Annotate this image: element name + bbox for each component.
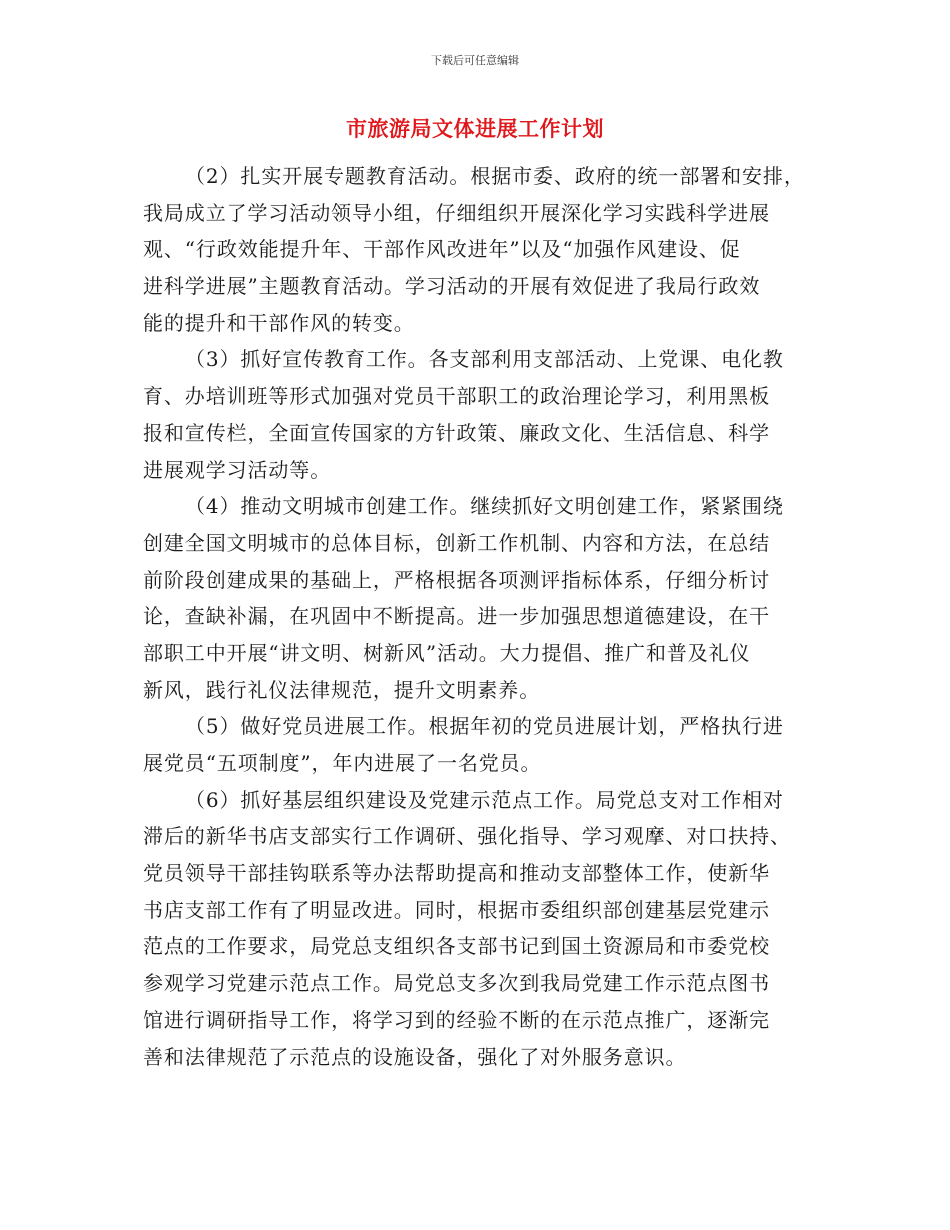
paragraph-line: 进科学进展”主题教育活动。学习活动的开展有效促进了我局行政效: [143, 274, 761, 299]
paragraph-line: 进展观学习活动等。: [143, 457, 332, 482]
paragraph-line: 创建全国文明城市的总体目标，创新工作机制、内容和方法，在总结: [143, 530, 770, 555]
paragraph-2: [143, 158, 843, 341]
paragraph-line: 书店支部工作有了明显改进。同时，根据市委组织部创建基层党建示: [143, 897, 770, 922]
paragraph-line: 前阶段创建成果的基础上，严格根据各项测评指标体系，仔细分析讨: [143, 567, 770, 592]
paragraph-line: 馆进行调研指导工作，将学习到的经验不断的在示范点推广，逐渐完: [143, 1007, 770, 1032]
paragraph-4: [143, 488, 843, 708]
paragraph-line: （6）抓好基层组织建设及党建示范点工作。局党总支对工作相对: [185, 787, 784, 812]
paragraph-line: （2）扎实开展专题教育活动。根据市委、政府的统一部署和安排，: [185, 164, 805, 188]
paragraph-line: （4）推动文明城市创建工作。继续抓好文明创建工作，紧紧围绕: [185, 494, 784, 519]
paragraph-line: 育、办培训班等形式加强对党员干部职工的政治理论学习，利用黑板: [143, 384, 770, 409]
paragraph-line: 报和宣传栏，全面宣传国家的方针政策、廉政文化、生活信息、科学: [143, 420, 770, 445]
paragraph-line: 能的提升和干部作风的转变。: [143, 310, 415, 335]
document-body: [143, 158, 843, 1075]
header-note: 下载后可任意编辑: [431, 54, 519, 67]
paragraph-6: [143, 782, 843, 1076]
paragraph-line: 观、“行政效能提升年、干部作风改进年”以及“加强作风建设、促: [143, 237, 741, 262]
paragraph-line: 展党员“五项制度”，年内进展了一名党员。: [143, 751, 542, 775]
paragraph-5: [143, 708, 843, 781]
paragraph-line: 我局成立了学习活动领导小组，仔细组织开展深化学习实践科学进展: [143, 200, 770, 225]
paragraph-3: [143, 341, 843, 488]
paragraph-line: 滞后的新华书店支部实行工作调研、强化指导、学习观摩、对口扶持、: [143, 824, 791, 849]
paragraph-line: 论，查缺补漏，在巩固中不断提高。进一步加强思想道德建设，在干: [143, 604, 770, 629]
paragraph-line: 善和法律规范了示范点的设施设备，强化了对外服务意识。: [143, 1044, 687, 1069]
paragraph-line: 范点的工作要求，局党总支组织各支部书记到国土资源局和市委党校: [143, 934, 770, 959]
paragraph-line: 新风，践行礼仪法律规范，提升文明素养。: [143, 677, 541, 702]
paragraph-line: （5）做好党员进展工作。根据年初的党员进展计划，严格执行进: [185, 714, 784, 739]
paragraph-line: （3）抓好宣传教育工作。各支部利用支部活动、上党课、电化教: [185, 347, 784, 372]
paragraph-line: 部职工中开展“讲文明、树新风”活动。大力提倡、推广和普及礼仪: [143, 640, 751, 665]
paragraph-line: 参观学习党建示范点工作。局党总支多次到我局党建工作示范点图书: [143, 971, 770, 996]
document-title: 市旅游局文体进展工作计划: [346, 117, 604, 141]
paragraph-line: 党员领导干部挂钩联系等办法帮助提高和推动支部整体工作，使新华: [143, 861, 770, 886]
